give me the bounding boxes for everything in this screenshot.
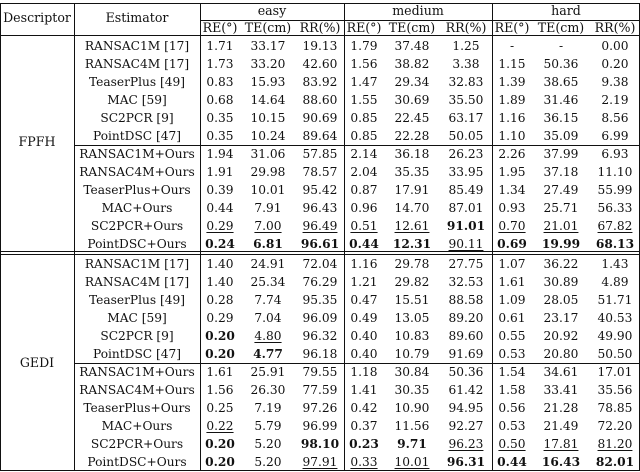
table-cell: 7.19 xyxy=(254,401,282,415)
table-cell: 25.34 xyxy=(250,275,286,289)
table-cell: 0.87 xyxy=(350,183,378,197)
table-cell: 15.51 xyxy=(394,293,430,307)
table-cell: 0.22 xyxy=(206,419,234,433)
table-cell: 4.80 xyxy=(254,329,282,343)
table-cell: 1.41 xyxy=(350,383,378,397)
table-cell: 26.30 xyxy=(250,383,286,397)
table-cell: 1.54 xyxy=(498,365,526,379)
estimator-name: RANSAC4M+Ours xyxy=(79,165,195,179)
table-cell: 20.92 xyxy=(543,329,579,343)
table-cell: 85.49 xyxy=(448,183,484,197)
estimator-name: RANSAC4M [17] xyxy=(84,275,190,289)
table-cell: 21.49 xyxy=(543,419,579,433)
estimator-name: SC2PCR+Ours xyxy=(90,219,184,233)
table-cell: 6.99 xyxy=(601,129,629,143)
estimator-name: TeaserPlus+Ours xyxy=(83,401,191,415)
left-border xyxy=(0,3,1,470)
table-cell: 76.29 xyxy=(302,275,338,289)
table-cell: 0.44 xyxy=(206,201,234,215)
table-cell: 30.69 xyxy=(394,93,430,107)
table-cell: 0.39 xyxy=(206,183,234,197)
table-cell: 33.20 xyxy=(250,57,286,71)
group-header-hard: hard xyxy=(551,3,581,18)
table-cell: 7.04 xyxy=(254,311,282,325)
table-cell: 21.01 xyxy=(543,219,579,233)
table-cell: 5.20 xyxy=(254,455,282,469)
col-header-easy-te: TE(cm) xyxy=(244,20,292,35)
table-cell: 26.23 xyxy=(448,147,484,161)
col-header-easy-re: RE(°) xyxy=(202,20,238,35)
table-cell: 55.99 xyxy=(597,183,633,197)
table-cell: 28.05 xyxy=(543,293,579,307)
table-cell: 1.58 xyxy=(498,383,526,397)
table-cell: 0.33 xyxy=(350,455,378,469)
table-cell: 0.20 xyxy=(601,57,629,71)
table-cell: 27.75 xyxy=(448,257,484,271)
table-cell: 2.19 xyxy=(601,93,629,107)
table-cell: 0.85 xyxy=(350,129,378,143)
table-cell: 4.89 xyxy=(601,275,629,289)
table-cell: 2.26 xyxy=(498,147,526,161)
table-cell: 50.50 xyxy=(597,347,633,361)
table-cell: 0.70 xyxy=(498,219,526,233)
table-cell: 57.85 xyxy=(302,147,338,161)
table-cell: 14.70 xyxy=(394,201,430,215)
table-cell: 16.43 xyxy=(541,455,581,469)
table-cell: 1.61 xyxy=(206,365,234,379)
table-cell: 0.47 xyxy=(350,293,378,307)
table-cell: 0.69 xyxy=(497,237,527,251)
table-cell: 82.01 xyxy=(595,455,635,469)
table-cell: 33.17 xyxy=(250,39,286,53)
table-cell: 2.04 xyxy=(350,165,378,179)
table-cell: 0.53 xyxy=(498,347,526,361)
table-cell: 1.56 xyxy=(206,383,234,397)
table-cell: 0.49 xyxy=(350,311,378,325)
table-cell: 96.09 xyxy=(302,311,338,325)
table-cell: 9.38 xyxy=(601,75,629,89)
table-cell: 10.01 xyxy=(394,455,430,469)
estimator-name: TeaserPlus [49] xyxy=(88,293,186,307)
table-cell: 27.49 xyxy=(543,183,579,197)
table-cell: 25.71 xyxy=(543,201,579,215)
table-cell: 78.85 xyxy=(597,401,633,415)
estimator-name: PointDSC [47] xyxy=(92,347,182,361)
table-cell: 34.61 xyxy=(543,365,579,379)
table-cell: 1.09 xyxy=(498,293,526,307)
table-cell: 0.23 xyxy=(349,437,379,451)
table-cell: 63.17 xyxy=(448,111,484,125)
estimator-name: TeaserPlus [49] xyxy=(88,75,186,89)
table-cell: 68.13 xyxy=(595,237,635,251)
table-cell: 0.24 xyxy=(205,237,235,251)
table-cell: 56.33 xyxy=(597,201,633,215)
table-cell: 88.60 xyxy=(302,93,338,107)
estimator-name: MAC+Ours xyxy=(101,201,173,215)
table-cell: 0.50 xyxy=(498,437,526,451)
table-cell: 0.68 xyxy=(206,93,234,107)
col-header-hard-te: TE(cm) xyxy=(537,20,585,35)
estimator-name: RANSAC4M+Ours xyxy=(79,383,195,397)
table-cell: 0.35 xyxy=(206,129,234,143)
table-cell: 0.83 xyxy=(206,75,234,89)
table-cell: 7.00 xyxy=(254,219,282,233)
table-cell: 30.84 xyxy=(394,365,430,379)
table-cell: - xyxy=(509,39,515,53)
group-header-easy: easy xyxy=(257,3,287,18)
col-header-hard-re: RE(°) xyxy=(494,20,530,35)
table-cell: 89.20 xyxy=(448,311,484,325)
table-cell: 38.82 xyxy=(394,57,430,71)
table-cell: 29.82 xyxy=(394,275,430,289)
descriptor-header: Descriptor xyxy=(3,10,71,25)
table-cell: 90.11 xyxy=(448,237,484,251)
table-cell: 96.31 xyxy=(446,455,486,469)
table-cell: 96.32 xyxy=(302,329,338,343)
table-cell: 32.53 xyxy=(448,275,484,289)
estimator-name: PointDSC [47] xyxy=(92,129,182,143)
table-cell: 42.60 xyxy=(302,57,338,71)
table-cell: 1.40 xyxy=(206,257,234,271)
estimator-name: TeaserPlus+Ours xyxy=(83,183,191,197)
table-cell: 10.90 xyxy=(394,401,430,415)
table-cell: 35.56 xyxy=(597,383,633,397)
table-cell: 35.50 xyxy=(448,93,484,107)
table-cell: 0.56 xyxy=(498,401,526,415)
table-cell: 1.39 xyxy=(498,75,526,89)
table-cell: 19.99 xyxy=(541,237,581,251)
table-cell: 90.69 xyxy=(302,111,338,125)
table-cell: 95.42 xyxy=(302,183,338,197)
estimator-name: SC2PCR [9] xyxy=(100,111,174,125)
table-cell: 22.45 xyxy=(394,111,430,125)
table-cell: 51.71 xyxy=(597,293,633,307)
table-cell: 1.25 xyxy=(452,39,480,53)
table-cell: 38.65 xyxy=(543,75,579,89)
table-cell: 4.77 xyxy=(253,347,283,361)
table-cell: 1.56 xyxy=(350,57,378,71)
estimator-name: MAC+Ours xyxy=(101,419,173,433)
table-cell: 0.00 xyxy=(601,39,629,53)
table-cell: 81.20 xyxy=(597,437,633,451)
table-cell: 37.99 xyxy=(543,147,579,161)
table-cell: 37.48 xyxy=(394,39,430,53)
estimator-header: Estimator xyxy=(105,10,169,25)
table-cell: 14.64 xyxy=(250,93,286,107)
table-cell: 3.38 xyxy=(452,57,480,71)
table-cell: 96.18 xyxy=(302,347,338,361)
table-cell: - xyxy=(558,39,564,53)
table-cell: 50.05 xyxy=(448,129,484,143)
table-cell: 40.53 xyxy=(597,311,633,325)
table-cell: 11.56 xyxy=(394,419,430,433)
table-cell: 1.34 xyxy=(498,183,526,197)
descriptor-label-gedi: GEDI xyxy=(19,355,55,370)
table-cell: 37.18 xyxy=(543,165,579,179)
table-cell: 1.94 xyxy=(206,147,234,161)
descriptor-label-fpfh: FPFH xyxy=(18,134,56,149)
table-cell: 10.01 xyxy=(250,183,286,197)
table-cell: 92.27 xyxy=(448,419,484,433)
table-cell: 33.41 xyxy=(543,383,579,397)
table-cell: 36.18 xyxy=(394,147,430,161)
table-cell: 83.92 xyxy=(302,75,338,89)
table-cell: 91.69 xyxy=(448,347,484,361)
table-cell: 50.36 xyxy=(543,57,579,71)
estimator-name: MAC [59] xyxy=(107,93,167,107)
table-cell: 0.96 xyxy=(350,201,378,215)
table-cell: 1.47 xyxy=(350,75,378,89)
table-cell: 79.55 xyxy=(302,365,338,379)
table-cell: 1.21 xyxy=(350,275,378,289)
table-cell: 0.25 xyxy=(206,401,234,415)
table-cell: 31.46 xyxy=(543,93,579,107)
table-cell: 21.28 xyxy=(543,401,579,415)
group-header-medium: medium xyxy=(392,3,444,18)
table-cell: 67.82 xyxy=(597,219,633,233)
table-cell: 78.57 xyxy=(302,165,338,179)
table-cell: 95.35 xyxy=(302,293,338,307)
table-cell: 5.20 xyxy=(254,437,282,451)
table-cell: 33.95 xyxy=(448,165,484,179)
table-cell: 0.20 xyxy=(205,455,235,469)
table-cell: 10.24 xyxy=(250,129,286,143)
table-cell: 96.43 xyxy=(302,201,338,215)
table-cell: 77.59 xyxy=(302,383,338,397)
estimator-name: RANSAC4M [17] xyxy=(84,57,190,71)
table-cell: 94.95 xyxy=(448,401,484,415)
table-cell: 1.61 xyxy=(498,275,526,289)
table-cell: 88.58 xyxy=(448,293,484,307)
table-cell: 49.90 xyxy=(597,329,633,343)
estimator-name: RANSAC1M [17] xyxy=(84,257,190,271)
table-cell: 12.61 xyxy=(394,219,430,233)
estimator-name: MAC [59] xyxy=(107,311,167,325)
table-cell: 29.34 xyxy=(394,75,430,89)
table-cell: 6.93 xyxy=(601,147,629,161)
table-cell: 7.91 xyxy=(254,201,282,215)
estimator-name: SC2PCR [9] xyxy=(100,329,174,343)
table-cell: 13.05 xyxy=(394,311,430,325)
table-cell: 98.10 xyxy=(300,437,340,451)
estimator-name: SC2PCR+Ours xyxy=(90,437,184,451)
table-cell: 72.04 xyxy=(302,257,338,271)
table-cell: 1.16 xyxy=(498,111,526,125)
table-cell: 0.85 xyxy=(350,111,378,125)
table-cell: 6.81 xyxy=(253,237,283,251)
table-cell: 0.44 xyxy=(497,455,527,469)
table-cell: 36.15 xyxy=(543,111,579,125)
table-cell: 89.64 xyxy=(302,129,338,143)
table-cell: 1.73 xyxy=(206,57,234,71)
table-cell: 29.98 xyxy=(250,165,286,179)
table-cell: 1.79 xyxy=(350,39,378,53)
table-cell: 5.79 xyxy=(254,419,282,433)
table-cell: 96.23 xyxy=(448,437,484,451)
col-header-easy-rr: RR(%) xyxy=(299,20,341,35)
table-cell: 10.83 xyxy=(394,329,430,343)
table-cell: 0.40 xyxy=(350,347,378,361)
table-cell: 1.91 xyxy=(206,165,234,179)
table-cell: 0.20 xyxy=(205,329,235,343)
table-cell: 22.28 xyxy=(394,129,430,143)
table-cell: 87.01 xyxy=(448,201,484,215)
table-cell: 20.80 xyxy=(543,347,579,361)
estimator-name: RANSAC1M [17] xyxy=(84,39,190,53)
estimator-name: PointDSC+Ours xyxy=(87,237,187,251)
table-cell: 9.71 xyxy=(397,437,427,451)
table-cell: 97.26 xyxy=(302,401,338,415)
table-cell: 61.42 xyxy=(448,383,484,397)
table-cell: 0.29 xyxy=(206,311,234,325)
table-cell: 91.01 xyxy=(446,219,486,233)
table-cell: 17.81 xyxy=(543,437,579,451)
col-header-hard-rr: RR(%) xyxy=(594,20,636,35)
table-cell: 25.91 xyxy=(250,365,286,379)
table-cell: 1.16 xyxy=(350,257,378,271)
table-cell: 17.91 xyxy=(394,183,430,197)
table-cell: 11.10 xyxy=(597,165,633,179)
table-cell: 1.95 xyxy=(498,165,526,179)
table-cell: 1.07 xyxy=(498,257,526,271)
table-cell: 12.31 xyxy=(392,237,432,251)
table-cell: 0.53 xyxy=(498,419,526,433)
table-cell: 8.56 xyxy=(601,111,629,125)
table-cell: 24.91 xyxy=(250,257,286,271)
table-cell: 96.99 xyxy=(302,419,338,433)
table-cell: 0.20 xyxy=(205,347,235,361)
table-cell: 30.89 xyxy=(543,275,579,289)
table-cell: 0.51 xyxy=(350,219,378,233)
table-cell: 35.09 xyxy=(543,129,579,143)
table-cell: 89.60 xyxy=(448,329,484,343)
table-cell: 0.55 xyxy=(498,329,526,343)
table-cell: 23.17 xyxy=(543,311,579,325)
table-cell: 0.37 xyxy=(350,419,378,433)
table-cell: 36.22 xyxy=(543,257,579,271)
table-cell: 0.40 xyxy=(350,329,378,343)
estimator-name: RANSAC1M+Ours xyxy=(79,147,195,161)
table-cell: 97.91 xyxy=(302,455,338,469)
estimator-name: PointDSC+Ours xyxy=(87,455,187,469)
table-cell: 72.20 xyxy=(597,419,633,433)
estimator-name: RANSAC1M+Ours xyxy=(79,365,195,379)
table-cell: 1.18 xyxy=(350,365,378,379)
table-cell: 0.42 xyxy=(350,401,378,415)
col-header-medium-te: TE(cm) xyxy=(388,20,436,35)
table-cell: 1.43 xyxy=(601,257,629,271)
table-cell: 0.35 xyxy=(206,111,234,125)
table-cell: 32.83 xyxy=(448,75,484,89)
table-cell: 1.71 xyxy=(206,39,234,53)
table-cell: 15.93 xyxy=(250,75,286,89)
table-cell: 10.79 xyxy=(394,347,430,361)
table-cell: 29.78 xyxy=(394,257,430,271)
table-cell: 1.89 xyxy=(498,93,526,107)
header-rule xyxy=(0,35,640,36)
table-cell: 7.74 xyxy=(254,293,282,307)
table-cell: 1.15 xyxy=(498,57,526,71)
table-cell: 17.01 xyxy=(597,365,633,379)
table-cell: 31.06 xyxy=(250,147,286,161)
table-cell: 1.10 xyxy=(498,129,526,143)
table-cell: 0.29 xyxy=(206,219,234,233)
table-cell: 0.93 xyxy=(498,201,526,215)
table-cell: 96.61 xyxy=(300,237,340,251)
table-cell: 0.61 xyxy=(498,311,526,325)
table-cell: 2.14 xyxy=(350,147,378,161)
table-cell: 96.49 xyxy=(302,219,338,233)
table-cell: 1.40 xyxy=(206,275,234,289)
col-header-medium-re: RE(°) xyxy=(346,20,382,35)
table-cell: 30.35 xyxy=(394,383,430,397)
table-cell: 35.35 xyxy=(394,165,430,179)
table-cell: 10.15 xyxy=(250,111,286,125)
table-cell: 0.28 xyxy=(206,293,234,307)
table-cell: 1.55 xyxy=(350,93,378,107)
table-cell: 19.13 xyxy=(302,39,338,53)
table-cell: 0.20 xyxy=(205,437,235,451)
table-cell: 0.44 xyxy=(349,237,379,251)
col-header-medium-rr: RR(%) xyxy=(445,20,487,35)
table-cell: 50.36 xyxy=(448,365,484,379)
